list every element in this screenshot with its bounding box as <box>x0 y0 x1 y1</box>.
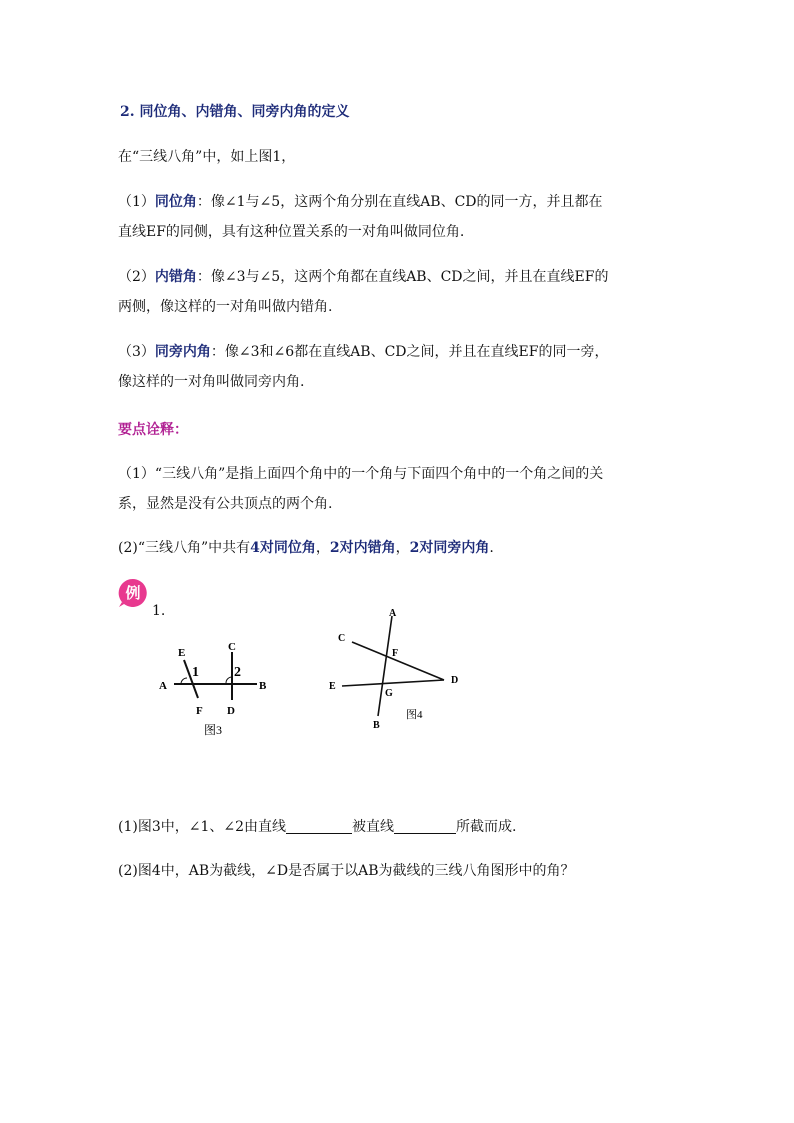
fig3-caption: 图3 <box>204 723 223 737</box>
note2-corresponding: 4对同位角 <box>250 540 316 556</box>
def3-term: 同旁内角 <box>154 344 211 360</box>
q1-blank-2[interactable] <box>394 819 456 834</box>
note2-alternate: 2对内错角 <box>329 540 396 556</box>
figure-4-diagram <box>320 600 470 734</box>
fig3-label-e: E <box>178 647 186 659</box>
fig3-label-a: A <box>159 680 167 692</box>
fig4-label-a: A <box>389 608 397 619</box>
def1-prefix: （1） <box>118 194 155 210</box>
note2-prefix: (2)“三线八角”中共有 <box>118 540 251 556</box>
note2-end: . <box>489 540 494 556</box>
notes-title: 要点诠释： <box>118 422 188 438</box>
def3-text1: ：像∠3和∠6都在直线AB、CD之间，并且在直线EF的同一旁， <box>210 344 609 360</box>
q1-part3: 所截而成. <box>456 819 517 835</box>
def3-prefix: （3） <box>118 344 155 360</box>
note2-sep1: ， <box>315 540 330 556</box>
fig3-label-d: D <box>227 705 235 717</box>
fig3-label-c: C <box>228 641 236 653</box>
fig4-caption: 图4 <box>406 709 423 721</box>
def2-term: 内错角 <box>154 269 197 285</box>
example-number: 1. <box>152 603 166 619</box>
def2-line1 <box>118 267 608 287</box>
fig4-label-d: D <box>451 675 459 686</box>
def3-line2: 像这样的一对角叫做同旁内角. <box>118 374 305 390</box>
def3-line1 <box>118 342 608 362</box>
def2-line2: 两侧，像这样的一对角叫做内错角. <box>118 299 333 315</box>
section-title: 2. 同位角、内错角、同旁内角的定义 <box>120 104 350 120</box>
note2-sep2: ， <box>395 540 410 556</box>
fig4-label-b: B <box>373 720 380 731</box>
def1-line2: 直线EF的同侧，具有这种位置关系的一对角叫做同位角. <box>118 224 465 240</box>
figure-3-diagram <box>150 630 280 742</box>
def2-text1: ：像∠3与∠5，这两个角都在直线AB、CD之间，并且在直线EF的 <box>196 269 609 285</box>
def1-line1 <box>118 192 603 212</box>
q1-blank-1[interactable] <box>286 819 352 834</box>
note2-same-side: 2对同旁内角 <box>409 540 490 556</box>
fig4-label-f: F <box>392 648 399 659</box>
intro-text: 在“三线八角”中，如上图1， <box>118 149 296 165</box>
def2-prefix: （2） <box>118 269 155 285</box>
example-badge-icon <box>118 578 148 608</box>
note2-line <box>118 538 494 558</box>
q1-part2: 被直线 <box>352 819 395 835</box>
def1-text1: ：像∠1与∠5，这两个角分别在直线AB、CD的同一方，并且都在 <box>196 194 603 210</box>
fig3-angle-1: 1 <box>192 665 199 680</box>
note1-line1: （1）“三线八角”是指上面四个角中的一个角与下面四个角中的一个角之间的关 <box>118 466 604 482</box>
note1-line2: 系，显然是没有公共顶点的两个角. <box>118 496 333 512</box>
fig4-label-g: G <box>385 688 393 699</box>
question-2: (2)图4中，AB为截线，∠D是否属于以AB为截线的三线八角图形中的角？ <box>118 863 575 879</box>
fig4-label-e: E <box>329 681 336 692</box>
fig3-label-f: F <box>196 705 203 717</box>
question-1 <box>118 817 516 837</box>
fig3-angle-2: 2 <box>234 665 241 680</box>
fig4-label-c: C <box>338 633 346 644</box>
example-badge-label: 例 <box>125 586 141 602</box>
def1-term: 同位角 <box>154 194 197 210</box>
fig3-label-b: B <box>259 680 267 692</box>
q1-part1: (1)图3中，∠1、∠2由直线 <box>118 819 287 835</box>
